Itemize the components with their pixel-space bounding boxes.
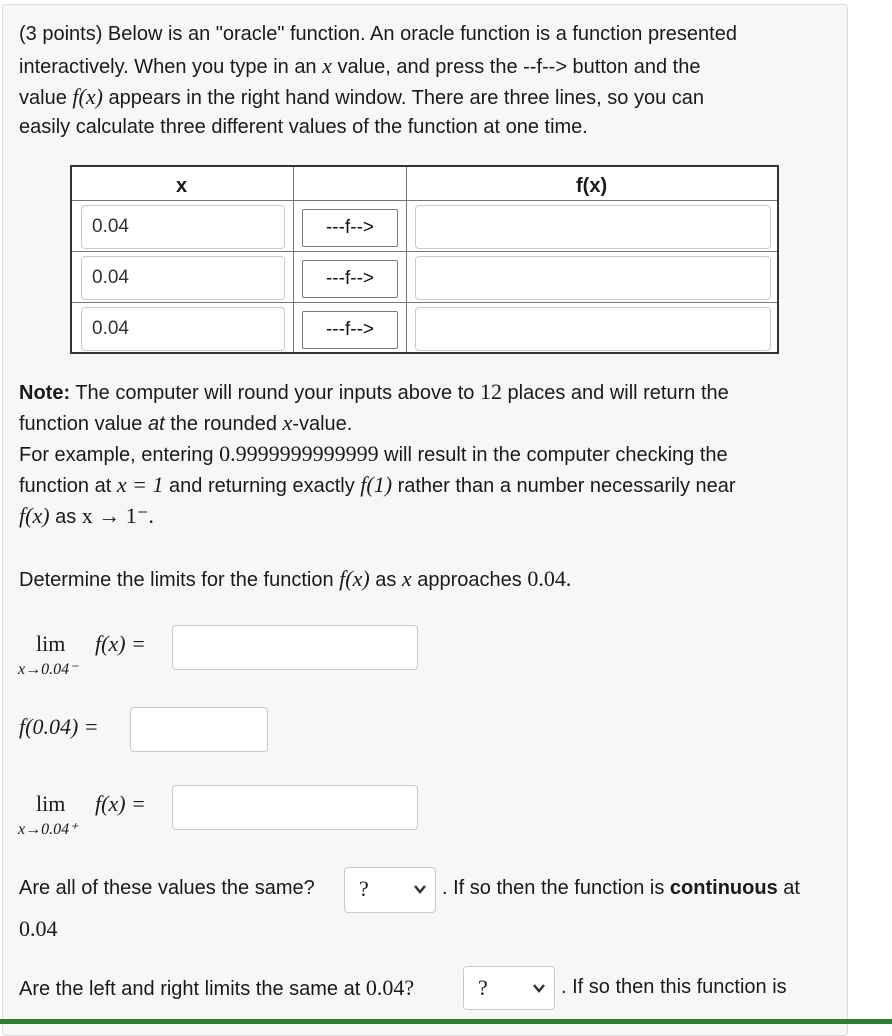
chevron-down-icon [413,882,427,896]
same-values-question: Are all of these values the same? [19,877,315,899]
left-right-select[interactable]: ? [463,966,555,1010]
continuity-statement: . If so then the function is continuous at [442,877,800,899]
f-at-point-label: f(0.04) = [19,714,99,739]
intro-line-2: interactively. When you type in an x value, and press the --f--> button and the [19,53,701,78]
intro-line-1: (3 points) Below is an "oracle" function. An oracle function is a function presented [19,23,737,45]
continuity-point: 0.04 [19,916,58,941]
x-input-2[interactable]: 0.04 [81,256,285,300]
note-line-5: f(x) as x → 1⁻. [19,503,154,528]
intro-line-4: easily calculate three different values of the function at one time. [19,116,588,138]
fx-output-1 [415,205,771,249]
intro-line-3: value f(x) appears in the right hand window. There are three lines, so you can [19,84,705,109]
right-limit-subscript: x→0.04⁺ [18,821,78,838]
evaluate-button-1[interactable]: ---f--> [302,209,398,247]
right-limit-fx: f(x) = [95,791,146,816]
left-limit-input[interactable] [172,625,418,670]
evaluate-button-3[interactable]: ---f--> [302,311,398,349]
fx-output-2 [415,256,771,300]
note-line-3: For example, entering 0.9999999999999 will result in the computer checking the [19,441,728,466]
limit-statement: . If so then this function is [561,976,787,998]
left-right-question: Are the left and right limits the same at 0.04? [19,975,415,1000]
bottom-bar [0,1019,892,1024]
column-header-fx: f(x) [576,175,608,197]
x-input-1[interactable]: 0.04 [81,205,285,249]
left-limit-subscript: x→0.04⁻ [18,661,78,678]
note-line-4: function at x = 1 and returning exactly f(1) rather than a number necessarily near [19,472,736,497]
fx-output-3 [415,307,771,351]
note-line-1: Note: The computer will round your inputs above to 12 places and will return the [19,379,729,404]
left-limit-label: lim [36,631,66,656]
left-limit-fx: f(x) = [95,631,146,656]
same-values-select[interactable]: ? [344,867,436,913]
column-header-x: x [176,175,188,197]
right-limit-input[interactable] [172,785,418,830]
note-line-2: function value at the rounded x-value. [19,410,353,435]
chevron-down-icon [532,981,546,995]
oracle-table [70,165,779,354]
question-text: Determine the limits for the function f(x) as x approaches 0.04. [19,566,572,591]
x-input-3[interactable]: 0.04 [81,307,285,351]
f-at-point-input[interactable] [130,707,268,752]
evaluate-button-2[interactable]: ---f--> [302,260,398,298]
right-limit-label: lim [36,791,66,816]
